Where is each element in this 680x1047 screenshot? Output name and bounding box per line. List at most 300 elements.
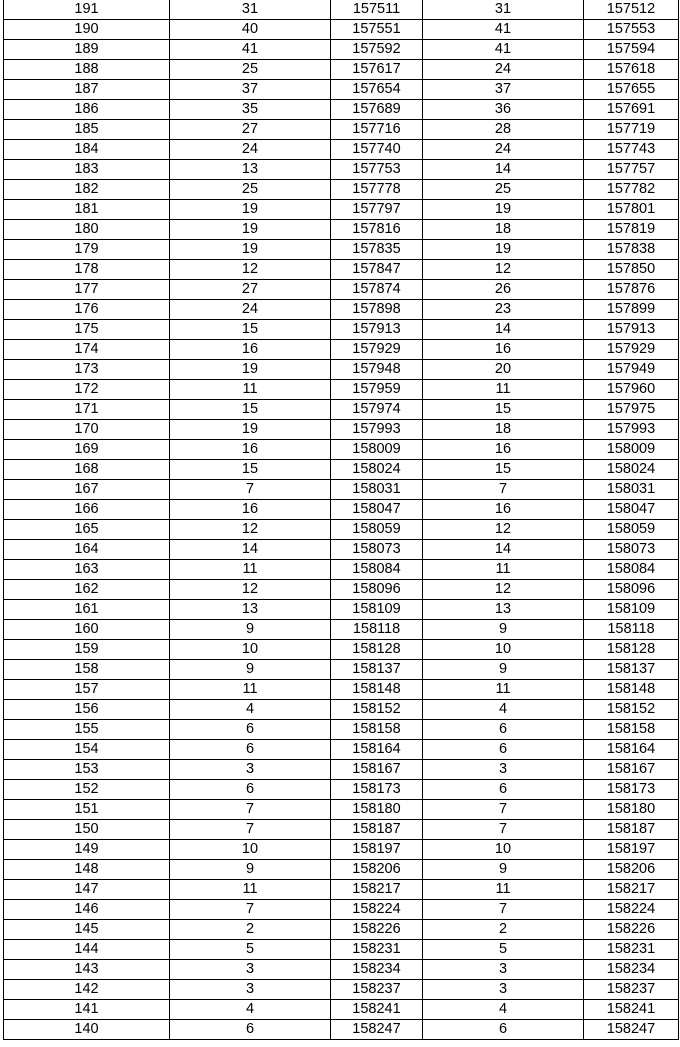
cumulative-cell: 158180 [331,800,423,820]
score-cell: 144 [4,940,170,960]
cumulative-cell-2: 158206 [584,860,679,880]
score-cell: 164 [4,540,170,560]
table-row [4,60,679,80]
table-row [4,600,679,620]
score-cell: 163 [4,560,170,580]
cumulative-cell: 158047 [331,500,423,520]
count-cell: 2 [170,920,331,940]
score-cell: 173 [4,360,170,380]
table-row [4,480,679,500]
cumulative-cell: 158158 [331,720,423,740]
table-row [4,180,679,200]
cumulative-cell: 157898 [331,300,423,320]
score-cell: 148 [4,860,170,880]
table-row [4,140,679,160]
table-row [4,380,679,400]
cumulative-cell: 158247 [331,1020,423,1040]
score-cell: 169 [4,440,170,460]
count-cell: 12 [170,580,331,600]
score-cell: 154 [4,740,170,760]
count-cell-2: 7 [423,800,584,820]
count-cell: 25 [170,180,331,200]
cumulative-cell: 158217 [331,880,423,900]
count-cell-2: 12 [423,260,584,280]
cumulative-cell: 157551 [331,20,423,40]
count-cell: 11 [170,380,331,400]
table-row [4,460,679,480]
count-cell: 35 [170,100,331,120]
count-cell-2: 31 [423,0,584,20]
score-cell: 166 [4,500,170,520]
table-row [4,680,679,700]
cumulative-cell-2: 158224 [584,900,679,920]
cumulative-cell-2: 158109 [584,600,679,620]
table-row [4,80,679,100]
cumulative-cell-2: 157913 [584,320,679,340]
cumulative-cell: 157778 [331,180,423,200]
count-cell: 3 [170,980,331,1000]
cumulative-cell-2: 158164 [584,740,679,760]
count-cell: 37 [170,80,331,100]
cumulative-cell: 158128 [331,640,423,660]
score-cell: 178 [4,260,170,280]
cumulative-cell: 157913 [331,320,423,340]
count-cell: 7 [170,820,331,840]
table-row [4,20,679,40]
count-cell-2: 41 [423,40,584,60]
table-row [4,420,679,440]
cumulative-cell-2: 157757 [584,160,679,180]
score-cell: 183 [4,160,170,180]
count-cell-2: 11 [423,380,584,400]
cumulative-cell: 157948 [331,360,423,380]
cumulative-cell-2: 158180 [584,800,679,820]
score-cell: 171 [4,400,170,420]
cumulative-cell: 158096 [331,580,423,600]
score-cell: 151 [4,800,170,820]
cumulative-cell: 157617 [331,60,423,80]
count-cell-2: 12 [423,520,584,540]
score-cell: 155 [4,720,170,740]
count-cell-2: 15 [423,460,584,480]
count-cell-2: 4 [423,1000,584,1020]
score-cell: 167 [4,480,170,500]
count-cell-2: 13 [423,600,584,620]
count-cell: 24 [170,300,331,320]
score-cell: 140 [4,1020,170,1040]
count-cell: 7 [170,480,331,500]
table-row [4,560,679,580]
cumulative-cell: 157511 [331,0,423,20]
table-row [4,160,679,180]
cumulative-cell-2: 157975 [584,400,679,420]
cumulative-cell: 157689 [331,100,423,120]
count-cell-2: 11 [423,880,584,900]
score-cell: 153 [4,760,170,780]
table-row [4,360,679,380]
count-cell-2: 11 [423,560,584,580]
cumulative-cell-2: 158158 [584,720,679,740]
count-cell: 13 [170,600,331,620]
count-cell: 25 [170,60,331,80]
score-cell: 156 [4,700,170,720]
score-cell: 161 [4,600,170,620]
count-cell: 9 [170,860,331,880]
cumulative-cell-2: 157655 [584,80,679,100]
count-cell-2: 5 [423,940,584,960]
score-cell: 152 [4,780,170,800]
count-cell-2: 10 [423,840,584,860]
count-cell-2: 3 [423,760,584,780]
table-row [4,760,679,780]
cumulative-cell: 157847 [331,260,423,280]
table-row [4,920,679,940]
count-cell: 16 [170,340,331,360]
cumulative-cell: 157959 [331,380,423,400]
table-row [4,0,679,20]
score-cell: 145 [4,920,170,940]
cumulative-cell-2: 157801 [584,200,679,220]
score-cell: 150 [4,820,170,840]
score-cell: 159 [4,640,170,660]
cumulative-cell: 157816 [331,220,423,240]
cumulative-cell: 158224 [331,900,423,920]
table-row [4,40,679,60]
count-cell-2: 3 [423,980,584,1000]
cumulative-cell-2: 157594 [584,40,679,60]
score-cell: 142 [4,980,170,1000]
cumulative-cell-2: 158241 [584,1000,679,1020]
cumulative-cell: 158173 [331,780,423,800]
score-cell: 158 [4,660,170,680]
count-cell-2: 16 [423,340,584,360]
score-cell: 191 [4,0,170,20]
count-cell-2: 18 [423,420,584,440]
count-cell: 6 [170,1020,331,1040]
cumulative-cell-2: 158237 [584,980,679,1000]
table-row [4,980,679,1000]
cumulative-cell-2: 157719 [584,120,679,140]
score-cell: 177 [4,280,170,300]
count-cell-2: 4 [423,700,584,720]
table-row [4,580,679,600]
cumulative-cell: 157874 [331,280,423,300]
cumulative-cell-2: 157949 [584,360,679,380]
score-cell: 176 [4,300,170,320]
count-cell: 4 [170,700,331,720]
table-row [4,860,679,880]
cumulative-cell-2: 157618 [584,60,679,80]
count-cell: 7 [170,800,331,820]
cumulative-cell-2: 157838 [584,240,679,260]
cumulative-cell: 158152 [331,700,423,720]
table-row [4,340,679,360]
table-row [4,240,679,260]
count-cell-2: 28 [423,120,584,140]
table-row [4,620,679,640]
table-row [4,500,679,520]
table-row [4,300,679,320]
cumulative-cell-2: 158118 [584,620,679,640]
count-cell-2: 6 [423,1020,584,1040]
score-cell: 190 [4,20,170,40]
table-row [4,440,679,460]
count-cell-2: 23 [423,300,584,320]
cumulative-cell: 158237 [331,980,423,1000]
count-cell-2: 6 [423,720,584,740]
table-body [4,0,679,1040]
cumulative-cell: 158234 [331,960,423,980]
cumulative-cell: 157797 [331,200,423,220]
score-cell: 184 [4,140,170,160]
cumulative-cell: 158241 [331,1000,423,1020]
score-cell: 160 [4,620,170,640]
count-cell-2: 41 [423,20,584,40]
score-cell: 174 [4,340,170,360]
table-row [4,260,679,280]
cumulative-cell: 157835 [331,240,423,260]
score-cell: 141 [4,1000,170,1020]
count-cell: 9 [170,660,331,680]
cumulative-cell-2: 157850 [584,260,679,280]
cumulative-cell: 158084 [331,560,423,580]
count-cell: 40 [170,20,331,40]
table-row [4,880,679,900]
count-cell-2: 20 [423,360,584,380]
table-row [4,640,679,660]
count-cell: 10 [170,840,331,860]
cumulative-cell: 157929 [331,340,423,360]
count-cell-2: 16 [423,500,584,520]
cumulative-cell: 157654 [331,80,423,100]
count-cell: 19 [170,420,331,440]
cumulative-cell: 158206 [331,860,423,880]
table-row [4,820,679,840]
cumulative-cell: 158073 [331,540,423,560]
table-row [4,200,679,220]
count-cell: 27 [170,280,331,300]
count-cell: 15 [170,320,331,340]
count-cell-2: 6 [423,780,584,800]
count-cell-2: 19 [423,200,584,220]
cumulative-cell: 157974 [331,400,423,420]
score-cell: 175 [4,320,170,340]
count-cell-2: 24 [423,140,584,160]
cumulative-cell: 158109 [331,600,423,620]
cumulative-cell-2: 157929 [584,340,679,360]
count-cell: 16 [170,440,331,460]
score-cell: 143 [4,960,170,980]
score-cell: 189 [4,40,170,60]
count-cell-2: 12 [423,580,584,600]
score-cell: 186 [4,100,170,120]
score-cell: 157 [4,680,170,700]
cumulative-cell-2: 158128 [584,640,679,660]
count-cell: 27 [170,120,331,140]
cumulative-cell-2: 158247 [584,1020,679,1040]
count-cell: 19 [170,200,331,220]
cumulative-cell: 158031 [331,480,423,500]
table-row [4,940,679,960]
cumulative-cell-2: 158167 [584,760,679,780]
count-cell: 41 [170,40,331,60]
table-row [4,900,679,920]
cumulative-cell: 158231 [331,940,423,960]
cumulative-cell-2: 158234 [584,960,679,980]
score-cell: 146 [4,900,170,920]
cumulative-cell-2: 158226 [584,920,679,940]
count-cell-2: 36 [423,100,584,120]
cumulative-cell-2: 157512 [584,0,679,20]
score-cell: 162 [4,580,170,600]
cumulative-cell-2: 158024 [584,460,679,480]
score-cell: 147 [4,880,170,900]
cumulative-cell: 157753 [331,160,423,180]
count-cell: 13 [170,160,331,180]
score-cell: 149 [4,840,170,860]
cumulative-cell-2: 157553 [584,20,679,40]
cumulative-cell: 158197 [331,840,423,860]
cumulative-cell-2: 158096 [584,580,679,600]
table-row [4,740,679,760]
cumulative-cell-2: 158137 [584,660,679,680]
cumulative-cell-2: 157876 [584,280,679,300]
count-cell: 16 [170,500,331,520]
score-cell: 179 [4,240,170,260]
count-cell-2: 6 [423,740,584,760]
table-row [4,280,679,300]
count-cell: 6 [170,740,331,760]
cumulative-cell-2: 158084 [584,560,679,580]
count-cell-2: 11 [423,680,584,700]
count-cell: 10 [170,640,331,660]
count-cell: 5 [170,940,331,960]
cumulative-cell-2: 158197 [584,840,679,860]
cumulative-cell-2: 157782 [584,180,679,200]
table-row [4,660,679,680]
count-cell-2: 15 [423,400,584,420]
table-row [4,220,679,240]
table-row [4,120,679,140]
table-row [4,1000,679,1020]
cumulative-cell-2: 158231 [584,940,679,960]
table-row [4,800,679,820]
table-row [4,540,679,560]
count-cell-2: 2 [423,920,584,940]
count-cell: 3 [170,760,331,780]
count-cell-2: 25 [423,180,584,200]
count-cell-2: 37 [423,80,584,100]
table-row [4,1020,679,1040]
count-cell-2: 7 [423,820,584,840]
count-cell-2: 9 [423,860,584,880]
count-cell-2: 16 [423,440,584,460]
cumulative-cell-2: 157691 [584,100,679,120]
cumulative-cell-2: 158047 [584,500,679,520]
count-cell: 15 [170,460,331,480]
cumulative-cell-2: 158073 [584,540,679,560]
cumulative-cell: 158164 [331,740,423,760]
count-cell-2: 10 [423,640,584,660]
score-cell: 185 [4,120,170,140]
table-row [4,100,679,120]
count-cell-2: 24 [423,60,584,80]
table-row [4,520,679,540]
count-cell: 11 [170,680,331,700]
count-cell: 11 [170,880,331,900]
cumulative-cell-2: 158173 [584,780,679,800]
cumulative-cell-2: 157960 [584,380,679,400]
cumulative-cell-2: 158217 [584,880,679,900]
score-cell: 187 [4,80,170,100]
count-cell-2: 19 [423,240,584,260]
cumulative-cell: 158226 [331,920,423,940]
cumulative-cell: 157716 [331,120,423,140]
table-row [4,320,679,340]
count-cell: 15 [170,400,331,420]
table-row [4,960,679,980]
cumulative-cell-2: 158031 [584,480,679,500]
count-cell: 19 [170,240,331,260]
cumulative-cell: 158187 [331,820,423,840]
cumulative-cell-2: 157819 [584,220,679,240]
score-distribution-table [3,0,679,1040]
table-row [4,700,679,720]
cumulative-cell: 158024 [331,460,423,480]
count-cell-2: 9 [423,660,584,680]
count-cell: 24 [170,140,331,160]
count-cell: 19 [170,360,331,380]
count-cell: 12 [170,520,331,540]
cumulative-cell-2: 158059 [584,520,679,540]
cumulative-cell-2: 158152 [584,700,679,720]
count-cell: 14 [170,540,331,560]
cumulative-cell: 157993 [331,420,423,440]
count-cell: 6 [170,720,331,740]
count-cell: 7 [170,900,331,920]
count-cell: 12 [170,260,331,280]
cumulative-cell: 157592 [331,40,423,60]
cumulative-cell: 158148 [331,680,423,700]
count-cell-2: 14 [423,320,584,340]
count-cell: 4 [170,1000,331,1020]
count-cell: 19 [170,220,331,240]
score-cell: 180 [4,220,170,240]
count-cell-2: 26 [423,280,584,300]
count-cell: 9 [170,620,331,640]
count-cell-2: 14 [423,540,584,560]
count-cell: 3 [170,960,331,980]
score-cell: 181 [4,200,170,220]
count-cell-2: 7 [423,900,584,920]
table-row [4,780,679,800]
cumulative-cell: 158009 [331,440,423,460]
count-cell-2: 9 [423,620,584,640]
table-row [4,840,679,860]
cumulative-cell-2: 158187 [584,820,679,840]
count-cell-2: 18 [423,220,584,240]
score-cell: 182 [4,180,170,200]
table-row [4,720,679,740]
table-row [4,400,679,420]
cumulative-cell: 157740 [331,140,423,160]
cumulative-cell: 158118 [331,620,423,640]
score-cell: 168 [4,460,170,480]
cumulative-cell: 158059 [331,520,423,540]
cumulative-cell-2: 158148 [584,680,679,700]
count-cell: 11 [170,560,331,580]
cumulative-cell-2: 157993 [584,420,679,440]
